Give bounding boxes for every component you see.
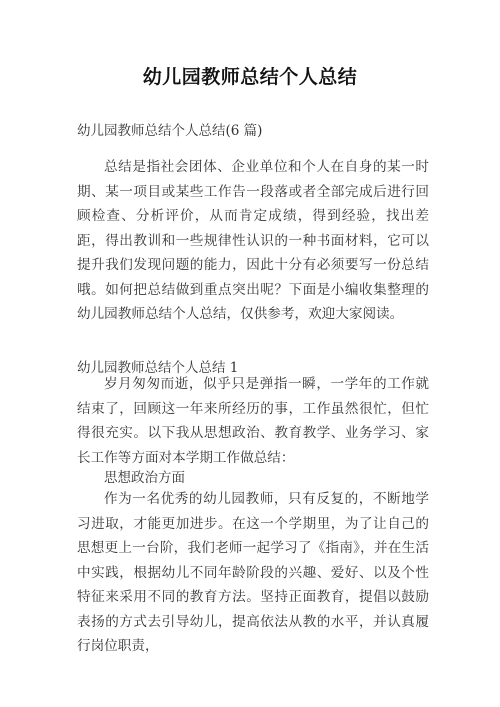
section-subheading: 思想政治方面 — [104, 470, 185, 486]
section-heading: 幼儿园教师总结个人总结 1 — [77, 360, 239, 376]
document-subtitle: 幼儿园教师总结个人总结(6 篇) — [77, 123, 263, 139]
intro-paragraph: 总结是指社会团体、企业单位和个人在自身的某一时期、某一项目或某些工作告一段落或者全部完成后进行回顾检查、分析评价，从而肯定成绩，得到经验，找出差距，得出教训和一些规律性认识的一种书面材料，它可以提升我们发现问题的能力，因此十分有必须要写一份总结哦。如何把总结做到重点突出呢？下面是小编收集整理的幼儿园教师总结个人总结，仅供参考，欢迎大家阅读。 — [77, 159, 429, 322]
section-paragraph-2: 作为一名优秀的幼儿园教师，只有反复的，不断地学习进取，才能更加进步。在这一个学期里，为了让自己的思想更上一台阶，我们老师一起学习了《指南》，并在生活中实践，根据幼儿不同年龄阶段的兴趣、爱好、以及个性特征来采用不同的教育方法。坚持正面教育，提倡以鼓励表扬的方式去引导幼儿，提高依法从教的水平，并认真履行岗位职责， — [77, 491, 429, 654]
section-paragraph-1: 岁月匆匆而逝，似乎只是弹指一瞬，一学年的工作就结束了，回顾这一年来所经历的事，工作虽然很忙，但忙得很充实。以下我从思想政治、教育教学、业务学习、家长工作等方面对本学期工作做总结： — [77, 376, 429, 466]
document-title: 幼儿园教师总结个人总结 — [142, 66, 358, 88]
